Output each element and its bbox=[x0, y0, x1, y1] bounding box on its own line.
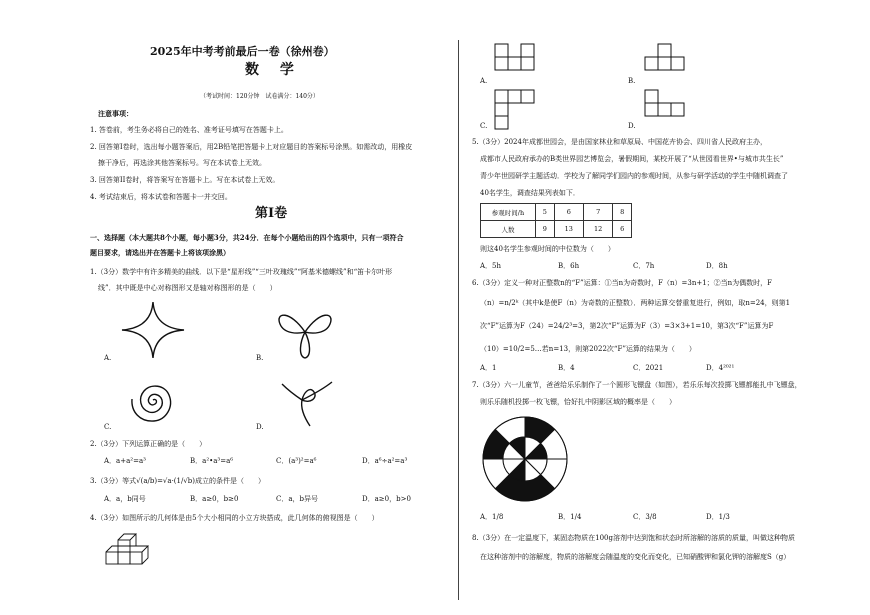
table-row bbox=[481, 221, 632, 238]
question-6-stem: （n）=n/2ᵏ（其中k是使F（n）为奇数的正整数）．两种运算交替重复进行，例如，取n=24，则第1 bbox=[480, 299, 791, 307]
question-2-option: C．(a³)²=a⁶ bbox=[276, 457, 317, 465]
question-5-stem: 40名学生，调查结果列表如下． bbox=[480, 189, 580, 197]
question-3-stem: 3.（3分）等式√(a/b)=√a·(1/√b)成立的条件是（ ） bbox=[90, 477, 266, 485]
question-5-option: C．7h bbox=[633, 262, 655, 270]
question-5-stem: 则这40名学生参观时间的中位数为（ ） bbox=[480, 245, 615, 253]
column-divider bbox=[458, 40, 459, 600]
dartboard-figure bbox=[480, 414, 570, 504]
folium-figure bbox=[270, 370, 340, 430]
table-cell: 人数 bbox=[481, 221, 536, 238]
question-5-option: D．8h bbox=[706, 262, 728, 270]
cube-solid-figure bbox=[104, 530, 164, 570]
table-cell: 12 bbox=[583, 221, 612, 238]
question-7-option: B．1/4 bbox=[558, 513, 582, 521]
question-3-option: D．a≥0，b>0 bbox=[362, 495, 411, 503]
visit-time-table bbox=[480, 203, 632, 238]
question-5-stem: 成都市人民政府承办的B类世界园艺博览会，暑假期间，某校开展了“从世园看世界•与城市共生长” bbox=[480, 155, 784, 163]
table-header-cell: 7 bbox=[583, 204, 612, 221]
table-cell: 6 bbox=[613, 221, 632, 238]
table-cell: 13 bbox=[554, 221, 583, 238]
question-6-stem: （10）=10/2=5…若n=13，则第2022次“F”运算的结果为（ ） bbox=[480, 345, 696, 353]
question-6-option: A．1 bbox=[480, 364, 497, 372]
table-header-cell: 参观时间/h bbox=[481, 204, 536, 221]
option-label: B. bbox=[628, 77, 636, 85]
astroid-figure bbox=[118, 300, 188, 360]
question-7-option: A．1/8 bbox=[480, 513, 504, 521]
option-label: C. bbox=[480, 122, 488, 130]
option-label: D. bbox=[256, 423, 264, 431]
question-7-stem: 7.（3分）六一儿童节，爸爸给乐乐制作了一个圆形飞镖盘（如图），若乐乐每次投掷飞镖都能扎中飞镖盘， bbox=[472, 381, 802, 389]
option-label: D. bbox=[628, 122, 636, 130]
table-header-cell: 8 bbox=[613, 204, 632, 221]
right-column bbox=[472, 0, 830, 615]
page-title: 2025年中考考前最后一卷（徐州卷） bbox=[150, 45, 335, 58]
question-3-option: A．a，b同号 bbox=[104, 495, 146, 503]
three-leaf-rose-figure bbox=[270, 300, 340, 360]
question-5-stem: 青少年世园研学主题活动．学校为了解同学们园内的参观时间，从参与研学活动的学生中随机调查了 bbox=[480, 172, 788, 180]
top-view-option-b bbox=[643, 42, 703, 87]
section-title: 第I卷 bbox=[255, 206, 288, 221]
top-view-option-a bbox=[493, 42, 553, 87]
table-header-cell: 5 bbox=[536, 204, 555, 221]
note-item: 4. 考试结束后，将本试卷和答题卡一并交回。 bbox=[90, 193, 232, 201]
question-6-option: C．2021 bbox=[633, 364, 664, 372]
question-5-option: A．5h bbox=[480, 262, 502, 270]
question-7-stem: 则乐乐随机投掷一枚飞镖，恰好扎中阴影区域的概率是（ ） bbox=[480, 398, 676, 406]
option-label: B. bbox=[256, 354, 264, 362]
question-7-option: C．3/8 bbox=[633, 513, 657, 521]
note-item: 擦干净后，再选涂其他答案标号。写在本试卷上无效。 bbox=[98, 159, 266, 167]
spiral-figure bbox=[118, 370, 188, 430]
question-3-option: B．a≥0，b≥0 bbox=[190, 495, 239, 503]
question-6-stem: 次“F”运算为F（24）=24/2³=3，第2次“F”运算为F（3）=3×3+1=10，第3次“F”运算为F bbox=[480, 322, 774, 330]
note-item: 3. 回答第II卷时，将答案写在答题卡上。写在本试卷上无效。 bbox=[90, 176, 280, 184]
option-label: A. bbox=[104, 354, 112, 362]
question-2-option: A．a+a²=a³ bbox=[104, 457, 146, 465]
question-5-stem: 5.（3分）2024年成都世园会，是由国家林业和草原局、中国花卉协会、四川省人民政府主办， bbox=[472, 138, 767, 146]
question-1-stem: 1.（3分）数学中有许多精美的曲线．以下是“星形线”“三叶玫瑰线”“阿基米德螺线”和“笛卡尔叶形 bbox=[90, 268, 393, 276]
note-item: 2. 回答第I卷时，选出每小题答案后，用2B铅笔把答题卡上对应题目的答案标号涂黑。如需改动，用橡皮 bbox=[90, 143, 413, 151]
table-header-cell: 6 bbox=[554, 204, 583, 221]
option-label: A. bbox=[480, 77, 488, 85]
question-8-stem: 8.（3分）在一定温度下，某固态物质在100g溶剂中达到饱和状态时所溶解的溶质的质量，叫做这种物质 bbox=[472, 534, 795, 542]
question-1-stem: 线”．其中既是中心对称图形又是轴对称图形的是（ ） bbox=[98, 284, 277, 292]
question-6-option: D．4²⁰²¹ bbox=[706, 364, 735, 372]
top-view-option-c bbox=[493, 88, 553, 133]
top-view-option-d bbox=[643, 88, 703, 133]
question-4-stem: 4.（3分）如图所示的几何体是由5个大小相同的小立方块搭成，此几何体的俯视图是（ ） bbox=[90, 514, 379, 522]
question-2-option: D．a⁶÷a²=a³ bbox=[362, 457, 408, 465]
note-item: 1. 答卷前，考生务必将自己的姓名、准考证号填写在答题卡上。 bbox=[90, 126, 288, 134]
notes-heading: 注意事项： bbox=[98, 109, 133, 118]
exam-meta: （考试时间：120分钟 试卷满分：140分） bbox=[200, 93, 319, 100]
question-2-option: B．a²•a³=a⁶ bbox=[190, 457, 234, 465]
question-2-stem: 2.（3分）下列运算正确的是（ ） bbox=[90, 440, 207, 448]
section-heading: 题目要求，请选出并在答题卡上将该项涂黑） bbox=[90, 248, 230, 257]
table-row bbox=[481, 204, 632, 221]
question-8-stem: 在这种溶剂中的溶解度，物质的溶解度会随温度的变化而变化，已知硝酸钾和氯化钾的溶解度S（g） bbox=[480, 553, 791, 561]
question-5-option: B．6h bbox=[558, 262, 580, 270]
question-7-option: D．1/3 bbox=[706, 513, 730, 521]
left-column bbox=[90, 0, 442, 615]
option-label: C. bbox=[104, 423, 112, 431]
question-3-option: C．a，b异号 bbox=[276, 495, 319, 503]
subject-title: 数 学 bbox=[245, 62, 302, 78]
question-6-option: B．4 bbox=[558, 364, 575, 372]
section-heading: 一、选择题（本大题共8个小题，每小题3分，共24分．在每个小题给出的四个选项中，只有一项符合 bbox=[90, 233, 404, 242]
question-6-stem: 6.（3分）定义一种对正整数n的“F”运算：①当n为奇数时，F（n）=3n+1；②当n为偶数时，F bbox=[472, 279, 773, 287]
table-cell: 9 bbox=[536, 221, 555, 238]
